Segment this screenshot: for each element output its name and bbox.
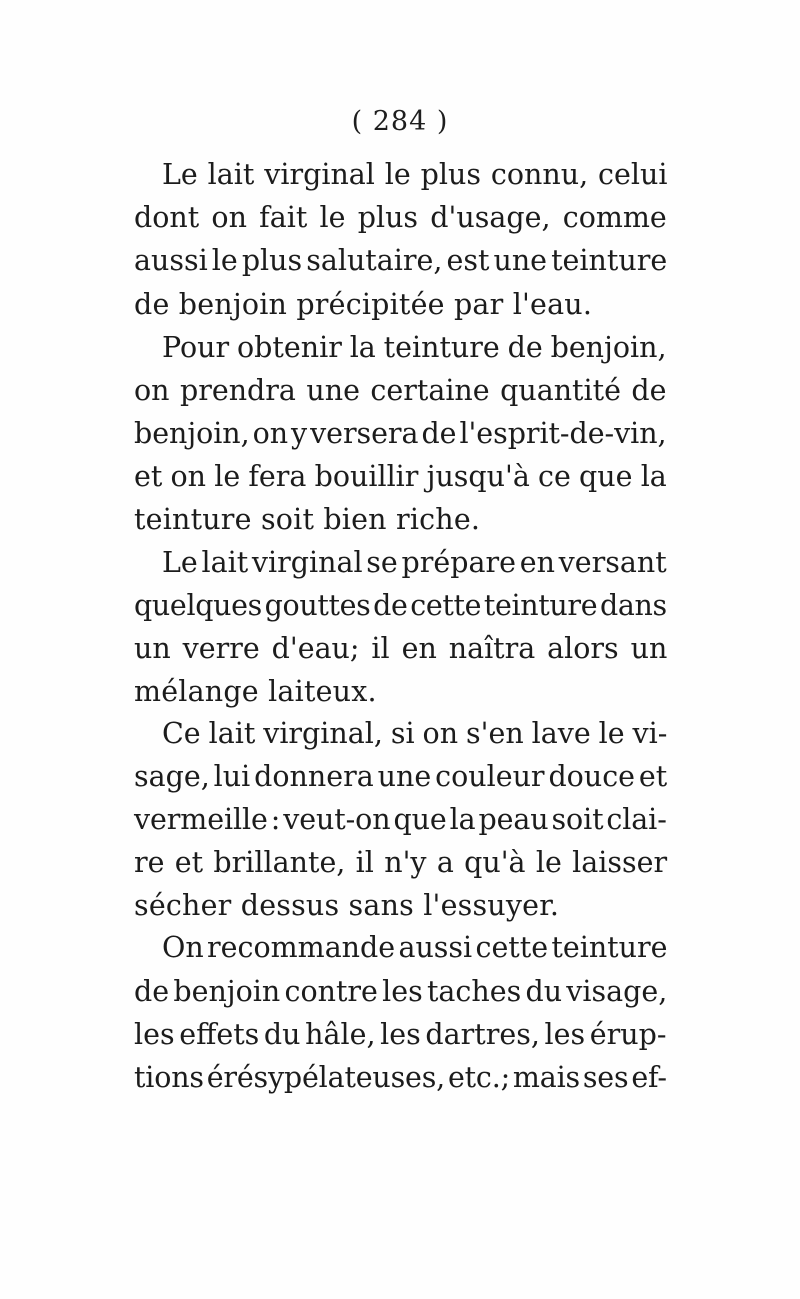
text-line: de benjoin précipitée par l'eau. bbox=[134, 288, 593, 321]
text-line: de benjoin contre les taches du visage, bbox=[134, 975, 668, 1008]
text-line: un verre d'eau; il en naîtra alors un bbox=[134, 632, 668, 665]
text-line: teinture soit bien riche. bbox=[134, 503, 481, 536]
text-line: dont on fait le plus d'usage, comme bbox=[134, 201, 667, 234]
text-line: quelques gouttes de cette teinture dans bbox=[134, 589, 667, 622]
text-line: Le lait virginal le plus connu, celui bbox=[162, 158, 668, 191]
page-number: ( 284 ) bbox=[351, 106, 449, 137]
text-line: Pour obtenir la teinture de benjoin, bbox=[162, 331, 667, 364]
text-line: benjoin, on y versera de l'esprit-de-vin, bbox=[134, 417, 667, 450]
text-line: sage, lui donnera une couleur douce et bbox=[134, 760, 668, 793]
text-line: re et brillante, il n'y a qu'à le laisser bbox=[134, 846, 668, 879]
text-line: Le lait virginal se prépare en versant bbox=[162, 546, 667, 579]
text-line: les effets du hâle, les dartres, les érup- bbox=[134, 1018, 667, 1051]
text-line: aussi le plus salutaire, est une teinture bbox=[134, 244, 668, 277]
text-line: sécher dessus sans l'essuyer. bbox=[134, 889, 560, 922]
text-line: tions érésypélateuses, etc.; mais ses ef- bbox=[134, 1061, 667, 1094]
text-line: mélange laiteux. bbox=[134, 675, 377, 708]
text-line: On recommande aussi cette teinture bbox=[162, 931, 668, 964]
text-line: et on le fera bouillir jusqu'à ce que la bbox=[134, 460, 667, 493]
text-line: on prendra une certaine quantité de bbox=[134, 374, 667, 407]
text-line: Ce lait virginal, si on s'en lave le vi- bbox=[162, 717, 668, 750]
text-line: vermeille : veut-on que la peau soit clai- bbox=[134, 803, 667, 836]
